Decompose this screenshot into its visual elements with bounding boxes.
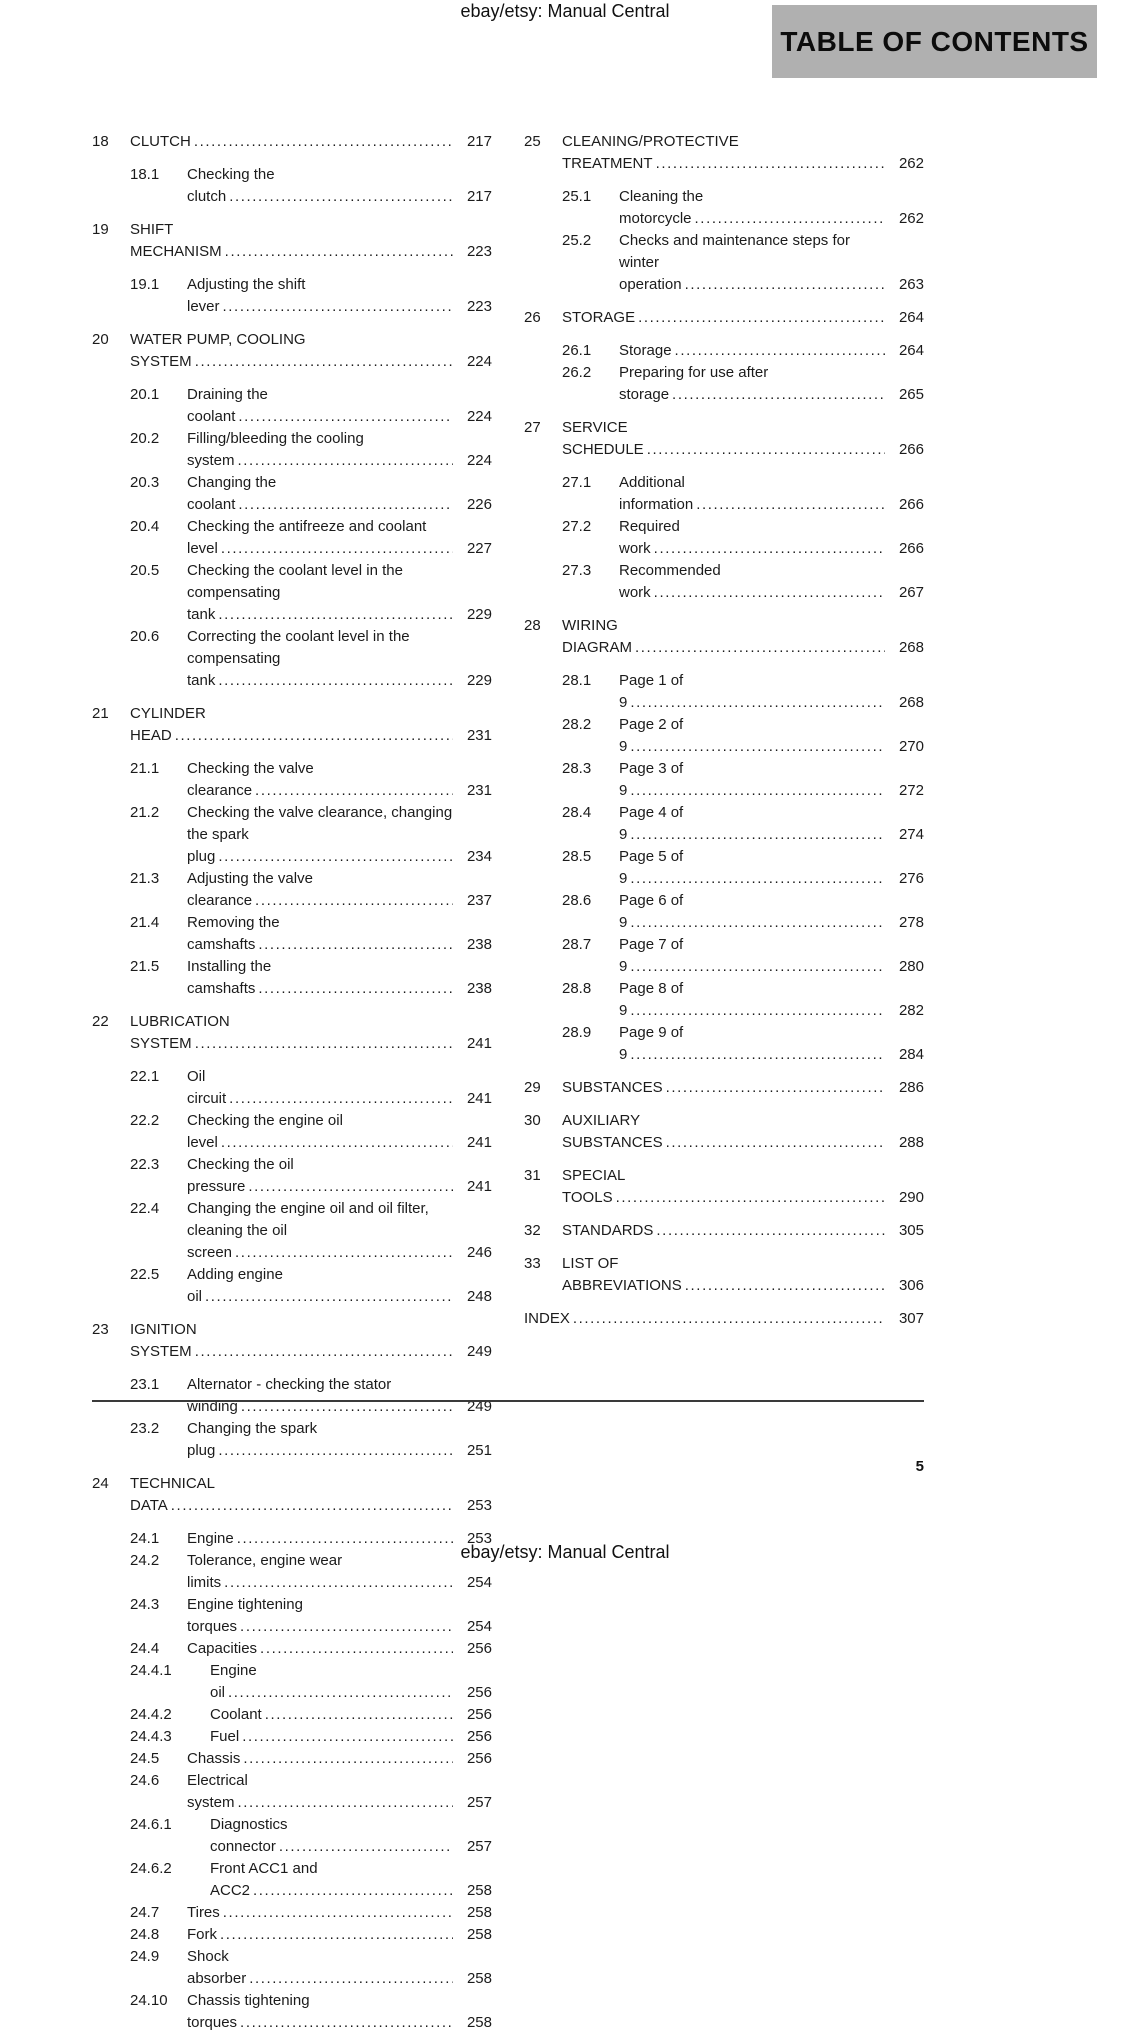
entry-title: Adjusting the shift lever .....	[187, 274, 453, 318]
entry-page: 224	[466, 452, 492, 469]
entry-title: Fuel .....	[210, 1726, 453, 1748]
toc-entry	[92, 1473, 492, 1517]
entry-page: 246	[466, 1244, 492, 1261]
entry-number: 28.6	[562, 892, 592, 909]
entry-number: 23.2	[130, 1420, 160, 1437]
entry-page: 257	[466, 1838, 492, 1855]
entry-title: Removing the camshafts .....	[187, 912, 453, 956]
entry-title: IGNITION SYSTEM .....	[130, 1319, 453, 1363]
toc-entry	[92, 1814, 492, 1858]
entry-page: 241	[466, 1134, 492, 1151]
entry-title: Preparing for use after storage .....	[619, 362, 885, 406]
entry-page: 254	[466, 1574, 492, 1591]
toc-entry	[92, 1726, 492, 1748]
entry-number: 23	[92, 1321, 109, 1338]
entry-title: Capacities .....	[187, 1638, 453, 1660]
entry-page: 253	[466, 1530, 492, 1547]
entry-number: 25.2	[562, 232, 592, 249]
entry-title: INDEX .....	[524, 1308, 885, 1330]
entry-title: Oil circuit .....	[187, 1066, 453, 1110]
entry-number: 21.1	[130, 760, 160, 777]
toc-entry	[524, 615, 924, 659]
entry-title: Changing the engine oil and oil filter, cleaning the oil screen .....	[187, 1198, 453, 1264]
toc-entry	[92, 1374, 492, 1418]
entry-page: 258	[466, 1904, 492, 1921]
toc-entry	[524, 186, 924, 230]
toc-entry	[92, 428, 492, 472]
entry-title: Fork .....	[187, 1924, 453, 1946]
toc-entry	[92, 1638, 492, 1660]
entry-page: 223	[466, 243, 492, 260]
toc-entry	[92, 274, 492, 318]
entry-title: Page 2 of 9 .....	[619, 714, 885, 758]
entry-number: 26.2	[562, 364, 592, 381]
entry-title: Engine oil .....	[210, 1660, 453, 1704]
entry-number: 27	[524, 419, 541, 436]
entry-number: 20.1	[130, 386, 160, 403]
toc-entry	[524, 846, 924, 890]
entry-number: 24.5	[130, 1750, 160, 1767]
toc-entry	[92, 1594, 492, 1638]
entry-number: 21	[92, 705, 109, 722]
entry-title: Required work .....	[619, 516, 885, 560]
entry-page: 305	[898, 1222, 924, 1239]
entry-title: SUBSTANCES .....	[562, 1077, 885, 1099]
toc-entry	[524, 1220, 924, 1242]
entry-page: 266	[898, 496, 924, 513]
toc-entry	[524, 560, 924, 604]
entry-title: SERVICE SCHEDULE .....	[562, 417, 885, 461]
toc-entry	[92, 1660, 492, 1704]
toc-entry	[92, 1858, 492, 1902]
entry-page: 258	[466, 1882, 492, 1899]
entry-title: SHIFT MECHANISM .....	[130, 219, 453, 263]
entry-title: Page 8 of 9 .....	[619, 978, 885, 1022]
entry-page: 256	[466, 1684, 492, 1701]
toc-entry	[92, 626, 492, 692]
entry-number: 27.2	[562, 518, 592, 535]
entry-title: Changing the coolant .....	[187, 472, 453, 516]
entry-page: 231	[466, 727, 492, 744]
toc-entry	[524, 934, 924, 978]
entry-number: 28.2	[562, 716, 592, 733]
entry-page: 266	[898, 441, 924, 458]
entry-number: 20	[92, 331, 109, 348]
entry-number: 21.3	[130, 870, 160, 887]
entry-number: 20.5	[130, 562, 160, 579]
entry-title: Checking the antifreeze and coolant level .....	[187, 516, 453, 560]
entry-page: 307	[898, 1310, 924, 1327]
toc-entry	[92, 472, 492, 516]
entry-number: 18	[92, 133, 109, 150]
entry-title: Installing the camshafts .....	[187, 956, 453, 1000]
entry-number: 25	[524, 133, 541, 150]
entry-page: 290	[898, 1189, 924, 1206]
toc-column-left	[92, 131, 492, 2034]
entry-page: 282	[898, 1002, 924, 1019]
entry-title: Checking the coolant level in the compensating tank .....	[187, 560, 453, 626]
entry-page: 264	[898, 309, 924, 326]
toc-entry	[524, 340, 924, 362]
toc-entry	[92, 758, 492, 802]
entry-number: 26.1	[562, 342, 592, 359]
entry-page: 306	[898, 1277, 924, 1294]
entry-number: 24.6	[130, 1772, 160, 1789]
toc-entry	[92, 1748, 492, 1770]
entry-title: Engine .....	[187, 1528, 453, 1550]
toc-entry	[92, 1902, 492, 1924]
toc-entry	[524, 307, 924, 329]
entry-number: 30	[524, 1112, 541, 1129]
entry-page: 256	[466, 1750, 492, 1767]
toc-entry	[92, 956, 492, 1000]
entry-title: Storage .....	[619, 340, 885, 362]
entry-page: 257	[466, 1794, 492, 1811]
entry-number: 28.3	[562, 760, 592, 777]
toc-entry	[92, 912, 492, 956]
entry-page: 258	[466, 1926, 492, 1943]
entry-number: 28.9	[562, 1024, 592, 1041]
entry-number: 28.7	[562, 936, 592, 953]
entry-page: 253	[466, 1497, 492, 1514]
entry-number: 24.4	[130, 1640, 160, 1657]
entry-page: 266	[898, 540, 924, 557]
footer-watermark: ebay/etsy: Manual Central	[460, 1542, 670, 1562]
entry-title: CLUTCH .....	[130, 131, 453, 153]
entry-number: 24.4.1	[130, 1662, 172, 1679]
toc-entry	[92, 1704, 492, 1726]
entry-number: 23.1	[130, 1376, 160, 1393]
toc-entry	[92, 1066, 492, 1110]
toc-entry	[524, 1308, 924, 1330]
entry-number: 28.5	[562, 848, 592, 865]
entry-page: 280	[898, 958, 924, 975]
entry-page: 258	[466, 1970, 492, 1987]
entry-page: 263	[898, 276, 924, 293]
entry-title: Checking the valve clearance, changing the spark plug .....	[187, 802, 453, 868]
footer-rule	[92, 1400, 924, 1402]
entry-title: Additional information .....	[619, 472, 885, 516]
entry-page: 229	[466, 606, 492, 623]
toc-entry	[92, 1924, 492, 1946]
entry-number: 20.3	[130, 474, 160, 491]
entry-title: Electrical system .....	[187, 1770, 453, 1814]
entry-page: 224	[466, 353, 492, 370]
entry-page: 265	[898, 386, 924, 403]
entry-title: SPECIAL TOOLS .....	[562, 1165, 885, 1209]
entry-page: 258	[466, 2014, 492, 2031]
entry-title: Page 3 of 9 .....	[619, 758, 885, 802]
entry-title: WIRING DIAGRAM .....	[562, 615, 885, 659]
entry-title: Checking the clutch .....	[187, 164, 453, 208]
entry-title: Page 7 of 9 .....	[619, 934, 885, 978]
entry-page: 241	[466, 1035, 492, 1052]
toc-entry	[524, 417, 924, 461]
entry-page: 238	[466, 936, 492, 953]
toc-entry	[92, 1154, 492, 1198]
toc-entry	[524, 362, 924, 406]
entry-page: 241	[466, 1090, 492, 1107]
entry-page: 224	[466, 408, 492, 425]
entry-title: Page 9 of 9 .....	[619, 1022, 885, 1066]
entry-title: Chassis .....	[187, 1748, 453, 1770]
entry-page: 262	[898, 155, 924, 172]
entry-page: 234	[466, 848, 492, 865]
entry-number: 21.2	[130, 804, 160, 821]
entry-number: 24.8	[130, 1926, 160, 1943]
entry-page: 264	[898, 342, 924, 359]
entry-number: 24.6.2	[130, 1860, 172, 1877]
entry-page: 217	[466, 188, 492, 205]
entry-number: 19	[92, 221, 109, 238]
entry-number: 24.7	[130, 1904, 160, 1921]
entry-page: 284	[898, 1046, 924, 1063]
entry-number: 21.5	[130, 958, 160, 975]
entry-title: Adjusting the valve clearance .....	[187, 868, 453, 912]
entry-title: Page 6 of 9 .....	[619, 890, 885, 934]
entry-number: 22.2	[130, 1112, 160, 1129]
entry-number: 22	[92, 1013, 109, 1030]
toc-entry	[524, 1165, 924, 1209]
entry-number: 26	[524, 309, 541, 326]
entry-page: 227	[466, 540, 492, 557]
entry-title: Page 4 of 9 .....	[619, 802, 885, 846]
entry-number: 22.4	[130, 1200, 160, 1217]
toc-entry	[92, 1110, 492, 1154]
header-watermark: ebay/etsy: Manual Central	[460, 1, 670, 21]
entry-page: 237	[466, 892, 492, 909]
entry-number: 20.2	[130, 430, 160, 447]
entry-page: 274	[898, 826, 924, 843]
toc-entry	[92, 703, 492, 747]
entry-title: Checking the engine oil level .....	[187, 1110, 453, 1154]
entry-page: 254	[466, 1618, 492, 1635]
entry-title: LUBRICATION SYSTEM .....	[130, 1011, 453, 1055]
entry-title: Page 1 of 9 .....	[619, 670, 885, 714]
entry-title: CYLINDER HEAD .....	[130, 703, 453, 747]
toc-entry	[524, 802, 924, 846]
entry-title: Chassis tightening torques .....	[187, 1990, 453, 2034]
entry-title: Diagnostics connector .....	[210, 1814, 453, 1858]
entry-number: 24.9	[130, 1948, 160, 1965]
page-title-box	[772, 5, 1097, 78]
entry-page: 251	[466, 1442, 492, 1459]
entry-title: Engine tightening torques .....	[187, 1594, 453, 1638]
entry-title: Checking the oil pressure .....	[187, 1154, 453, 1198]
entry-page: 241	[466, 1178, 492, 1195]
toc-entry	[92, 1319, 492, 1363]
entry-title: Correcting the coolant level in the compensating tank .....	[187, 626, 453, 692]
entry-number: 24.1	[130, 1530, 160, 1547]
entry-number: 25.1	[562, 188, 592, 205]
entry-number: 21.4	[130, 914, 160, 931]
entry-number: 31	[524, 1167, 541, 1184]
toc-entry	[92, 384, 492, 428]
toc-entry	[524, 758, 924, 802]
entry-number: 29	[524, 1079, 541, 1096]
entry-title: AUXILIARY SUBSTANCES .....	[562, 1110, 885, 1154]
entry-number: 33	[524, 1255, 541, 1272]
toc-entry	[92, 1198, 492, 1264]
entry-title: TECHNICAL DATA .....	[130, 1473, 453, 1517]
toc-entry	[92, 868, 492, 912]
entry-number: 28.8	[562, 980, 592, 997]
entry-number: 24.3	[130, 1596, 160, 1613]
entry-number: 27.3	[562, 562, 592, 579]
entry-page: 223	[466, 298, 492, 315]
toc-entry	[524, 714, 924, 758]
entry-number: 22.1	[130, 1068, 160, 1085]
entry-title: LIST OF ABBREVIATIONS .....	[562, 1253, 885, 1297]
entry-title: Tolerance, engine wear limits .....	[187, 1550, 453, 1594]
toc-entry	[92, 1946, 492, 1990]
entry-page: 262	[898, 210, 924, 227]
toc-entry	[524, 472, 924, 516]
entry-page: 278	[898, 914, 924, 931]
toc-column-right	[524, 131, 924, 2034]
toc-entry	[92, 560, 492, 626]
entry-title: Coolant .....	[210, 1704, 453, 1726]
entry-title: Changing the spark plug .....	[187, 1418, 453, 1462]
toc-entry	[92, 164, 492, 208]
toc-entry	[524, 978, 924, 1022]
entry-page: 267	[898, 584, 924, 601]
toc-entry	[92, 131, 492, 153]
toc-entry	[92, 329, 492, 373]
entry-page: 256	[466, 1728, 492, 1745]
toc-entry	[92, 802, 492, 868]
entry-page: 286	[898, 1079, 924, 1096]
toc-entry	[524, 131, 924, 175]
toc-columns	[92, 131, 924, 2034]
entry-page: 288	[898, 1134, 924, 1151]
entry-page: 256	[466, 1640, 492, 1657]
toc-entry	[524, 890, 924, 934]
entry-title: CLEANING/PROTECTIVE TREATMENT .....	[562, 131, 885, 175]
entry-title: WATER PUMP, COOLING SYSTEM .....	[130, 329, 453, 373]
entry-title: Filling/bleeding the cooling system .....	[187, 428, 453, 472]
entry-page: 249	[466, 1343, 492, 1360]
toc-entry	[92, 1011, 492, 1055]
toc-entry	[524, 1110, 924, 1154]
page-number: 5	[915, 1458, 924, 1475]
toc-entry	[524, 670, 924, 714]
entry-number: 24.6.1	[130, 1816, 172, 1833]
toc-entry	[524, 516, 924, 560]
entry-title: Alternator - checking the stator winding .....	[187, 1374, 453, 1418]
entry-number: 22.5	[130, 1266, 160, 1283]
entry-number: 24.4.3	[130, 1728, 172, 1745]
toc-entry	[92, 1264, 492, 1308]
entry-title: STANDARDS .....	[562, 1220, 885, 1242]
toc-entry	[524, 230, 924, 296]
entry-number: 32	[524, 1222, 541, 1239]
entry-page: 268	[898, 639, 924, 656]
entry-page: 272	[898, 782, 924, 799]
entry-number: 28	[524, 617, 541, 634]
entry-number: 20.6	[130, 628, 160, 645]
toc-entry	[524, 1077, 924, 1099]
entry-title: Checks and maintenance steps for winter operation .....	[619, 230, 885, 296]
toc-entry	[92, 516, 492, 560]
entry-page: 231	[466, 782, 492, 799]
entry-number: 18.1	[130, 166, 160, 183]
entry-title: Tires .....	[187, 1902, 453, 1924]
entry-number: 28.1	[562, 672, 592, 689]
entry-number: 24	[92, 1475, 109, 1492]
entry-title: Draining the coolant .....	[187, 384, 453, 428]
entry-page: 226	[466, 496, 492, 513]
entry-number: 24.10	[130, 1992, 168, 2009]
entry-page: 229	[466, 672, 492, 689]
toc-entry	[92, 219, 492, 263]
entry-number: 24.4.2	[130, 1706, 172, 1723]
entry-page: 270	[898, 738, 924, 755]
entry-title: Checking the valve clearance .....	[187, 758, 453, 802]
entry-number: 19.1	[130, 276, 160, 293]
entry-page: 256	[466, 1706, 492, 1723]
entry-page: 217	[466, 133, 492, 150]
entry-page: 238	[466, 980, 492, 997]
toc-entry	[524, 1253, 924, 1297]
entry-number: 24.2	[130, 1552, 160, 1569]
entry-number: 27.1	[562, 474, 592, 491]
entry-page: 268	[898, 694, 924, 711]
entry-number: 22.3	[130, 1156, 160, 1173]
toc-entry	[92, 1990, 492, 2034]
entry-title: STORAGE .....	[562, 307, 885, 329]
entry-number: 20.4	[130, 518, 160, 535]
entry-title: Front ACC1 and ACC2 .....	[210, 1858, 453, 1902]
entry-page: 248	[466, 1288, 492, 1305]
entry-title: Shock absorber .....	[187, 1946, 453, 1990]
entry-page: 249	[466, 1398, 492, 1415]
entry-title: Adding engine oil .....	[187, 1264, 453, 1308]
toc-entry	[524, 1022, 924, 1066]
toc-entry	[92, 1770, 492, 1814]
page-title: TABLE OF CONTENTS	[780, 25, 1089, 57]
entry-title: Recommended work .....	[619, 560, 885, 604]
entry-title: Cleaning the motorcycle .....	[619, 186, 885, 230]
entry-number: 28.4	[562, 804, 592, 821]
entry-title: Page 5 of 9 .....	[619, 846, 885, 890]
toc-entry	[92, 1418, 492, 1462]
entry-page: 276	[898, 870, 924, 887]
